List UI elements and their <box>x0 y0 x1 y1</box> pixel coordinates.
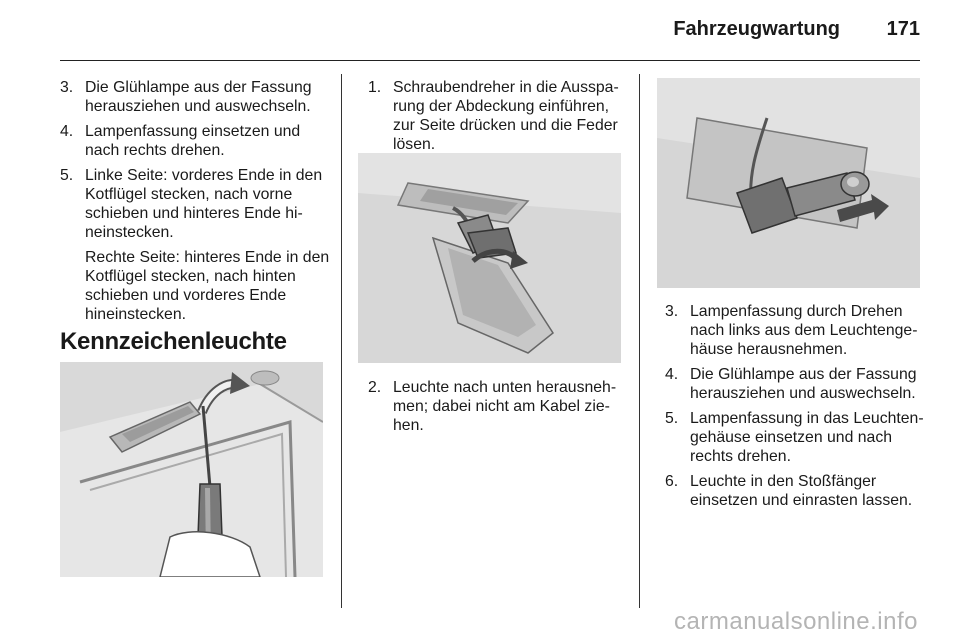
step-text: Schraubendreher in die Aussparung der Abdeckung einführen, zur Seite drücken und die Feder lösen. <box>393 79 619 153</box>
running-header-title: Fahrzeugwartung <box>673 18 840 40</box>
step-number: 1. <box>368 79 382 96</box>
step-number: 6. <box>665 473 679 490</box>
page-number: 171 <box>886 18 920 40</box>
step-number: 5. <box>60 167 74 184</box>
step-number: 3. <box>665 303 679 320</box>
step-item <box>665 472 925 510</box>
column-divider <box>341 74 342 608</box>
step-list <box>60 78 332 324</box>
step-text: Leuchte nach unten herausnehmen; dabei nicht am Kabel ziehen. <box>393 379 617 434</box>
column-divider <box>639 74 640 608</box>
figure-license-lamp-screwdriver <box>60 362 323 577</box>
column-2 <box>368 78 628 160</box>
step-text: Die Glühlampe aus der Fassung herausziehen und auswechseln. <box>85 79 312 115</box>
step-item <box>60 122 332 160</box>
figure-lamp-removal <box>358 153 621 363</box>
figure-bulb-socket <box>657 78 920 288</box>
step-list <box>665 302 925 510</box>
step-item <box>665 409 925 466</box>
watermark: carmanualsonline.info <box>674 608 918 635</box>
step-item <box>665 302 925 359</box>
step-number: 4. <box>665 366 679 383</box>
step-text: Linke Seite: vorderes Ende in den Kotflügel stecken, nach vorne schieben und hinteres Ende hineinstecken. <box>85 167 323 241</box>
step-list <box>368 78 628 154</box>
step-number: 4. <box>60 123 74 140</box>
step-text: Leuchte in den Stoßfänger einsetzen und einrasten lassen. <box>690 473 913 509</box>
step-note: Rechte Seite: hinteres Ende in den Kotflügel stecken, nach hinten schieben und vorderes Ende hineinstecken. <box>85 249 330 323</box>
section-title: Kennzeichenleuchte <box>60 328 287 355</box>
column-1 <box>60 78 332 330</box>
step-item <box>368 78 628 154</box>
header-rule <box>60 60 920 61</box>
step-text: Lampenfassung einsetzen und nach rechts drehen. <box>85 123 301 159</box>
step-text: Lampenfassung in das Leuchtengehäuse einsetzen und nach rechts drehen. <box>690 410 924 465</box>
step-item <box>60 78 332 116</box>
step-item <box>665 365 925 403</box>
step-text: Die Glühlampe aus der Fassung herausziehen und auswechseln. <box>690 366 917 402</box>
column-3 <box>665 302 925 516</box>
column-2-lower <box>368 378 628 441</box>
step-list <box>368 378 628 435</box>
step-item <box>368 378 628 435</box>
step-number: 5. <box>665 410 679 427</box>
step-number: 2. <box>368 379 382 396</box>
step-number: 3. <box>60 79 74 96</box>
step-text: Lampenfassung durch Drehen nach links aus dem Leuchtengehäuse herausnehmen. <box>690 303 918 358</box>
step-item <box>60 166 332 324</box>
